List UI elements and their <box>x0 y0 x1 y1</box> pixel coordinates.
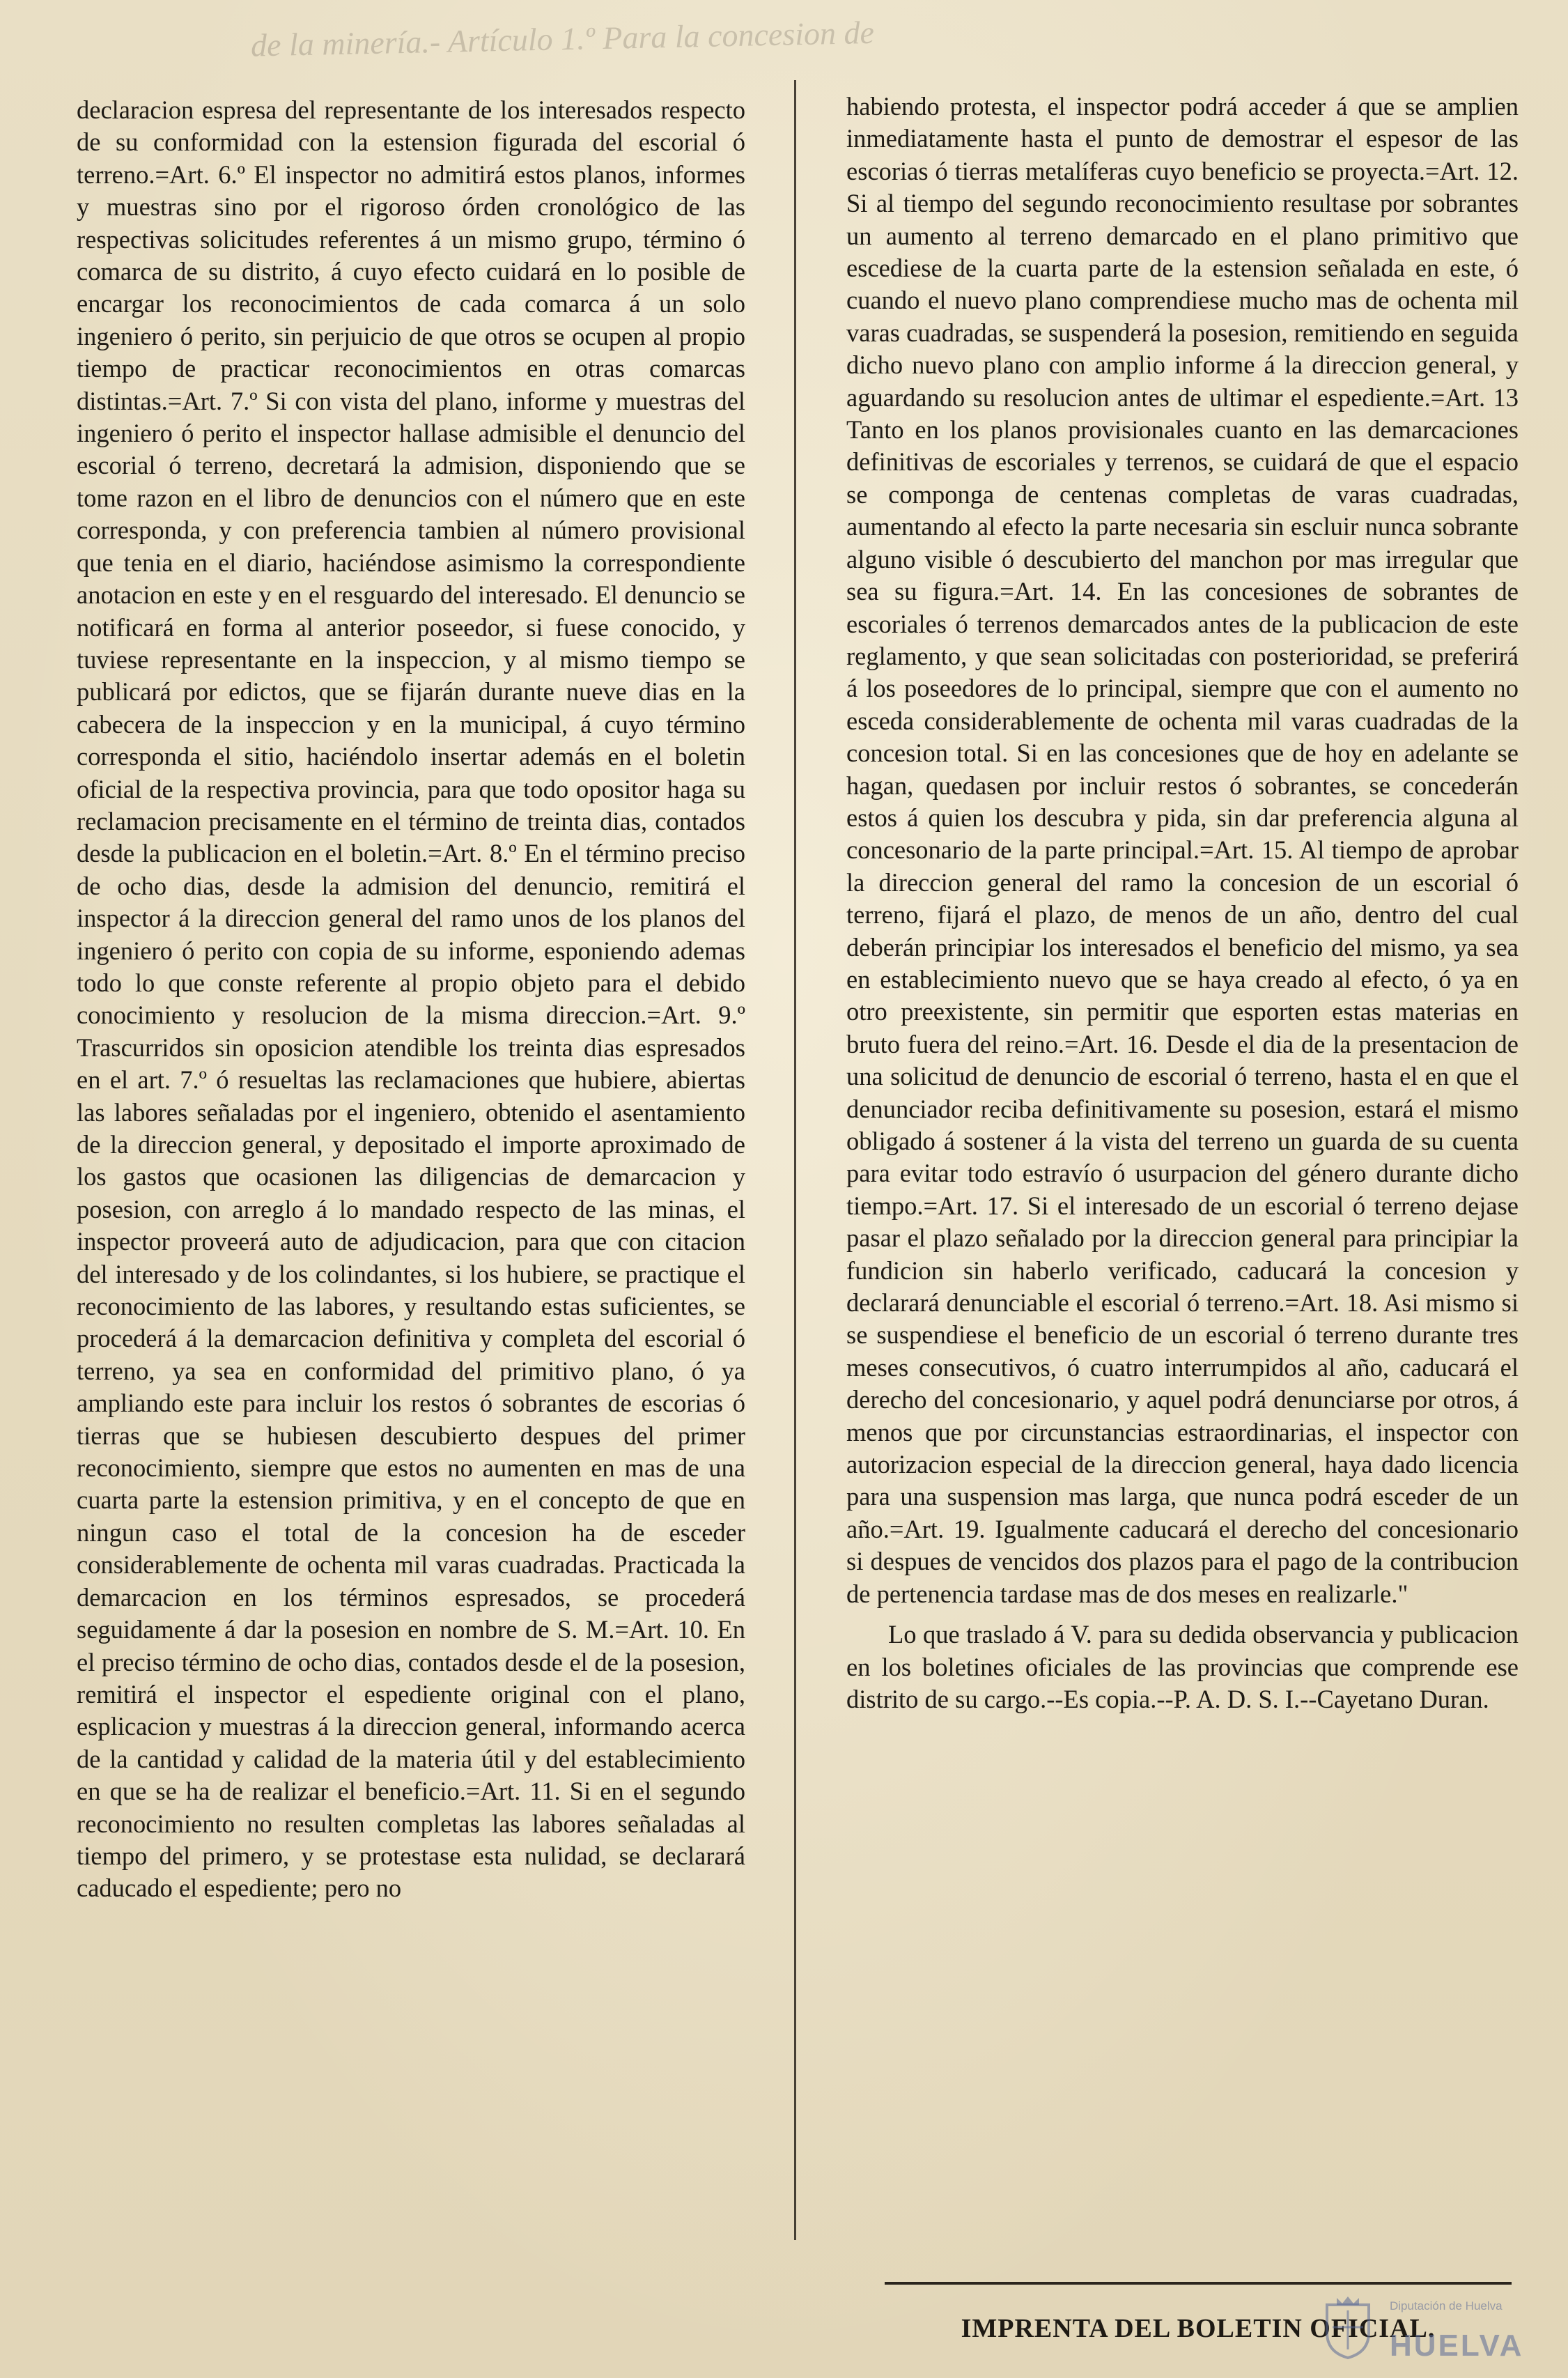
watermark-big-text: HUELVA <box>1390 2329 1524 2363</box>
footer-rule <box>885 2282 1512 2285</box>
right-column <box>846 91 1519 1715</box>
left-column-paragraph-1: declaracion espresa del representante de los interesados respecto de su conformidad con la estension figurada del escorial ó terreno.=Art. 6.º El inspector no admitirá estos planos, informes y muestras sino por el rigoroso órden cronológico de las respectivas solicitudes referentes á un mismo grupo, término ó comarca de su distrito, á cuyo efecto cuidará en lo posible de encargar los reconocimientos de cada comarca á un solo ingeniero ó perito, sin perjuicio de que otros se ocupen al propio tiempo de practicar reconocimientos en otras comarcas distintas.=Art. 7.º Si con vista del plano, informe y muestras del ingeniero ó perito el inspector hallase admisible el denuncio del escorial ó terreno, decretará la admision, disponiendo que se tome razon en el libro de denuncios con el número que en este corresponda, y con preferencia tambien al número provisional que tenia en el diario, haciéndose asimismo la correspondiente anotacion en este y en el resguardo del interesado. El denuncio se notificará en forma al anterior poseedor, si fuese conocido, y tuviese representante en la inspeccion, y al mismo tiempo se publicará por edictos, que se fijarán durante nueve dias en la cabecera de la inspeccion y en la municipal, á cuyo término corresponda el sitio, haciéndolo insertar además en el boletin oficial de la respectiva provincia, para que todo opositor haga su reclamacion precisamente en el término de treinta dias, contados desde la publicacion en el boletin.=Art. 8.º En el término preciso de ocho dias, desde la admision del denuncio, remitirá el inspector á la direccion general del ramo unos de los planos del ingeniero ó perito con copia de su informe, esponiendo ademas todo lo que conste referente al propio objeto para el debido conocimiento y resolucion de la misma direccion.=Art. 9.º Trascurridos sin oposicion atendible los treinta dias espresados en el art. 7.º ó resueltas las reclamaciones que hubiere, abiertas las labores señaladas por el ingeniero, obtenido el asentamiento de la direccion general, y depositado el importe aproximado de los gastos que ocasionen las diligencias de demarcacion y posesion, con arreglo á lo mandado respecto de las minas, el inspector proveerá auto de adjudicacion, para que con citacion del interesado y de los colindantes, si los hubiere, se practique el reconocimiento de las labores, y resultando estas suficientes, se procederá á la demarcacion definitiva y completa del escorial ó terreno, ya sea en conformidad del primitivo plano, ó ya ampliando este para incluir los restos ó sobrantes de escorias ó tierras que se hubiesen descubierto despues del primer reconocimiento, siempre que estos no aumenten en mas de una cuarta parte la estension primitiva, y en el concepto de que en ningun caso el total de la concesion ha de esceder considerablemente de ochenta mil varas cuadradas. Practicada la demarcacion en los términos espresados, se procederá seguidamente á dar la posesion en nombre de S. M.=Art. 10. En el preciso término de ocho dias, contados desde el de la posesion, remitirá el inspector el espediente original con el plano, esplicacion y muestras á la direccion general, informando acerca de la cantidad y calidad de la materia útil y del establecimiento en que se ha de realizar el beneficio.=Art. 11. Si en el segundo reconocimiento no resulten completas las labores señaladas al tiempo del primero, y se protestase esta nulidad, se declarará caducado el espediente; pero no <box>77 95 745 1903</box>
printer-imprint: IMPRENTA DEL BOLETIN OFICIAL. <box>961 2314 1436 2343</box>
coat-of-arms-icon <box>1320 2291 1376 2361</box>
column-divider <box>794 80 796 2240</box>
right-column-paragraph-2: Lo que traslado á V. para su dedida observancia y publicacion en los boletines oficiales de las provincias que comprende ese distrito de su cargo.--Es copia.--P. A. D. S. I.--Cayetano Duran. <box>846 1620 1519 1713</box>
left-column <box>77 94 745 1905</box>
watermark-small-text: Diputación de Huelva <box>1390 2299 1503 2313</box>
archive-watermark <box>1320 2285 1557 2369</box>
right-column-paragraph-1: habiendo protesta, el inspector podrá acceder á que se amplien inmediatamente hasta el punto de demostrar el espesor de las escorias ó tierras metalíferas cuyo beneficio se proyecta.=Art. 12. Si al tiempo del segundo reconocimiento resultase por sobrantes un aumento al terreno demarcado en el plano primitivo que escediese de la cuarta parte de la estension señalada en este, ó cuando el nuevo plano comprendiese mucho mas de ochenta mil varas cuadradas, se suspenderá la posesion, remitiendo en seguida dicho nuevo plano con amplio informe á la direccion general, y aguardando su resolucion antes de ultimar el espediente.=Art. 13 Tanto en los planos provisionales cuanto en las demarcaciones definitivas de escoriales y terrenos, se cuidará de que el espacio se componga de centenas completas de varas cuadradas, aumentando al efecto la parte necesaria sin escluir nunca sobrante alguno visible ó descubierto del manchon por mas irregular que sea su figura.=Art. 14. En las concesiones de sobrantes de escoriales ó terrenos demarcados antes de la publicacion de este reglamento, y que sean solicitadas con posterioridad, se preferirá á los poseedores de lo principal, siempre que con el aumento no esceda considerablemente de ochenta mil varas cuadradas de la concesion total. Si en las concesiones que de hoy en adelante se hagan, quedasen por incluir restos ó sobrantes, se concederán estos á quien los descubra y pida, sin dar preferencia alguna al concesonario de la parte principal.=Art. 15. Al tiempo de aprobar la direccion general del ramo la concesion de un escorial ó terreno, fijará el plazo, de menos de un año, dentro del cual deberán principiar los interesados el beneficio del mismo, ya sea en establecimiento nuevo que se haya creado al efecto, ó ya en otro preexistente, sin permitir que esporten estas materias en bruto fuera del reino.=Art. 16. Desde el dia de la presentacion de una solicitud de denuncio de escorial ó terreno, hasta el en que el denunciador reciba definitivamente su posesion, estará el mismo obligado á sostener á la vista del terreno un guarda de su cuenta para evitar todo estravío ó usurpacion del género durante dicho tiempo.=Art. 17. Si el interesado de un escorial ó terreno dejase pasar el plazo señalado por la direccion general para principiar la fundicion sin haberlo verificado, caducará la concesion y declarará denunciable el escorial ó terreno.=Art. 18. Asi mismo si se suspendiese el beneficio de un escorial ó terreno durante tres meses consecutivos, ó cuatro interrumpidos al año, caducará el derecho del concesionario, y aquel podrá denunciarse por otros, á menos que por circunstancias estraordinarias, el inspector con autorizacion especial de la direccion general, haya dado licencia para una suspension mas larga, que nunca podrá esceder de un año.=Art. 19. Igualmente caducará el derecho del concesionario si despues de vencidos dos plazos para el pago de la contribucion de pertenencia tardase mas de dos meses en realizarle." <box>846 92 1519 1608</box>
bleed-through-header: de la minería.- Artículo 1.º Para la concesion de <box>250 14 875 63</box>
